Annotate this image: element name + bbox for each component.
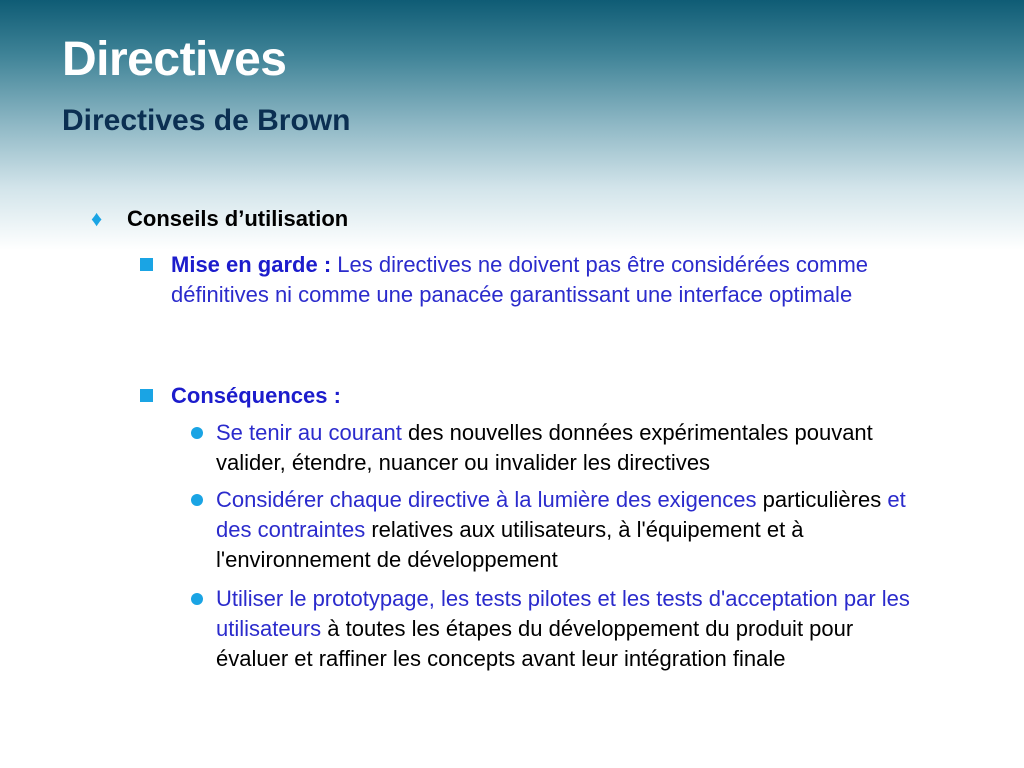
consequence-1-text: des nouvelles données expérimentales pouvant valider, étendre, nuancer ou invalider les directives [216, 420, 873, 475]
consequence-2-text-b: relatives aux utilisateurs, à l'équipement et à l'environnement de développement [216, 517, 804, 572]
consequence-3-highlight: Utiliser le prototypage, les tests pilotes et les tests d'acceptation par les utilisateurs [216, 586, 910, 641]
consequence-3-text: à toutes les étapes du développement du produit pour évaluer et raffiner les concepts avant leur intégration finale [216, 616, 854, 671]
consequence-item-3 [191, 584, 931, 674]
consequence-2-highlight-b: et des contraintes [216, 487, 906, 542]
consequence-item-2 [191, 485, 931, 575]
warning-label: Mise en garde : [171, 252, 332, 277]
slide-title: Directives [62, 33, 287, 86]
consequences-item [140, 381, 910, 411]
consequence-2-text-a: particulières [756, 487, 888, 512]
section-heading: Conseils d’utilisation [127, 206, 349, 231]
diamond-bullet-icon: ♦ [91, 206, 103, 231]
round-bullet-icon [191, 427, 203, 439]
round-bullet-icon [191, 593, 203, 605]
square-bullet-icon [140, 389, 153, 402]
warning-item [140, 250, 910, 310]
consequence-2-highlight: Considérer chaque directive à la lumière des exigences [216, 487, 757, 512]
consequence-1-highlight: Se tenir au courant [216, 420, 402, 445]
warning-text: Les directives ne doivent pas être considérées comme définitives ni comme une panacée garantissant une interface optimale [171, 252, 868, 307]
section-heading-row [91, 206, 348, 232]
consequence-item-1 [191, 418, 931, 478]
square-bullet-icon [140, 258, 153, 271]
slide-subtitle: Directives de Brown [62, 104, 351, 137]
round-bullet-icon [191, 494, 203, 506]
consequences-label: Conséquences : [171, 383, 341, 408]
